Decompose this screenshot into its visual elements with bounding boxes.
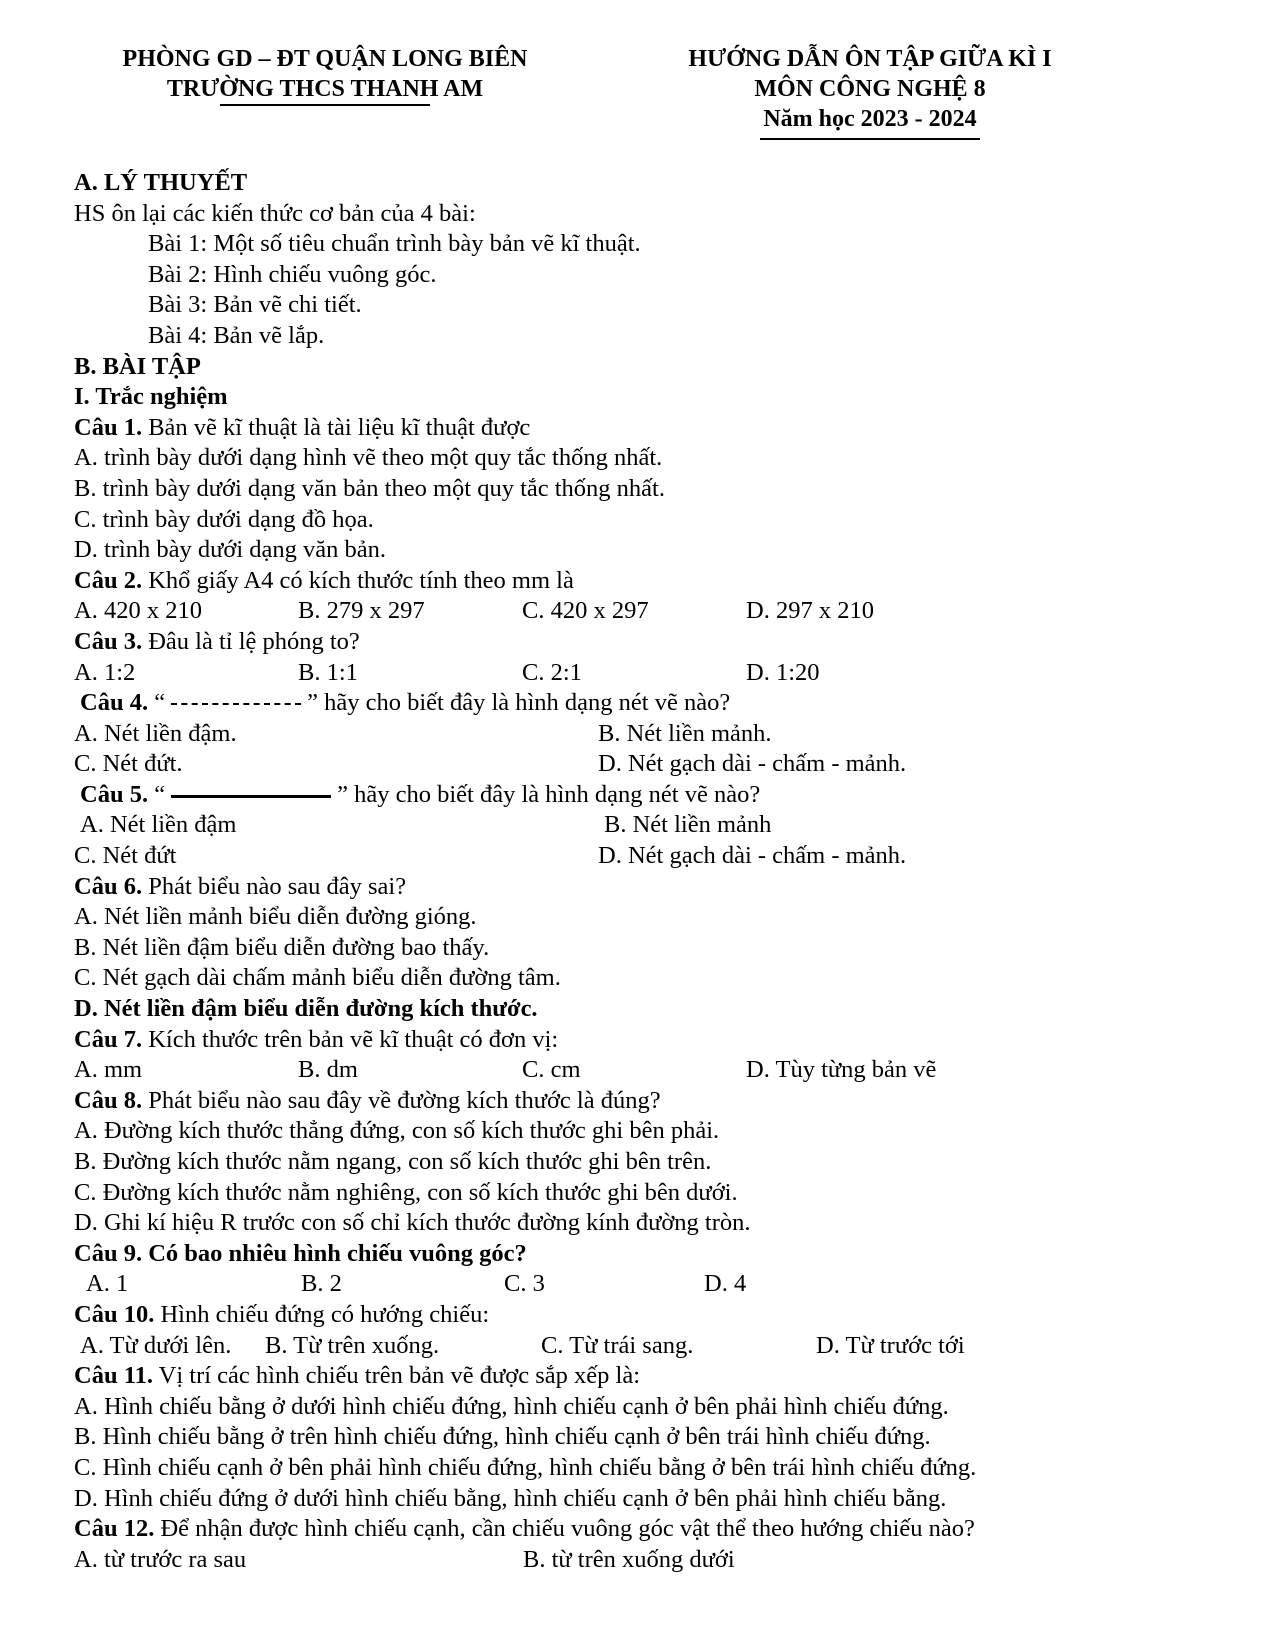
question-label: Câu 11. — [74, 1362, 153, 1390]
answer-option: A. 420 x 210 — [74, 597, 202, 625]
answer-options-row — [74, 810, 1224, 841]
question-label: Câu 10. — [74, 1300, 155, 1328]
answer-option: C. 420 x 297 — [522, 597, 649, 625]
answer-option: D. trình bày dưới dạng văn bản. — [74, 536, 387, 564]
header-left — [80, 44, 570, 106]
question-text: . Có bao nhiêu hình chiếu vuông góc? — [135, 1239, 527, 1267]
school-year: Năm học 2023 - 2024 — [763, 106, 977, 132]
answer-option: A. Nét liền đậm. — [74, 719, 237, 747]
answer-option: D. Hình chiếu đứng ở dưới hình chiếu bằng, hình chiếu cạnh ở bên phải hình chiếu bằng. — [74, 1484, 947, 1512]
answer-option: D. Nét gạch dài - chấm - mảnh. — [598, 842, 907, 870]
question-9 — [74, 1239, 1224, 1270]
question-text: Vị trí các hình chiếu trên bản vẽ được sắp xếp là: — [152, 1362, 641, 1390]
open-quote: “ — [154, 689, 166, 717]
answer-option: B. Từ trên xuống. — [265, 1331, 440, 1359]
header-left-underline — [220, 104, 430, 106]
answer-option: D. Ghi kí hiệu R trước con số chỉ kích thước đường kính đường tròn. — [74, 1209, 751, 1237]
school-name: TRƯỜNG THCS THANH AM — [166, 76, 484, 102]
question-text: Hình chiếu đứng có hướng chiếu: — [154, 1300, 490, 1328]
section-multiple-choice-title: I. Trắc nghiệm — [74, 383, 228, 411]
answer-option: C. trình bày dưới dạng đồ họa. — [74, 505, 374, 533]
question-label: Câu 7. — [74, 1025, 143, 1053]
answer-option: B. từ trên xuống dưới — [523, 1545, 735, 1573]
answer-option: B. trình bày dưới dạng văn bản theo một quy tắc thống nhất. — [74, 474, 665, 502]
answer-option: D. 1:20 — [746, 658, 820, 686]
answer-option: A. Từ dưới lên. — [80, 1331, 232, 1359]
question-label: Câu 4. — [80, 689, 149, 717]
lesson-item: Bài 1: Một số tiêu chuẩn trình bày bản vẽ kĩ thuật. — [148, 230, 641, 258]
answer-option: D. Từ trước tới — [816, 1331, 965, 1359]
question-label: Câu 2. — [74, 566, 143, 594]
answer-options-row — [74, 658, 1224, 689]
answer-options-row — [74, 1055, 1224, 1086]
question-label: Câu 1. — [74, 413, 143, 441]
answer-option: A. Nét liền đậm — [80, 811, 237, 839]
lesson-item: Bài 3: Bản vẽ chi tiết. — [148, 291, 362, 319]
question-4 — [74, 688, 1224, 719]
close-quote: ” — [337, 780, 348, 808]
answer-option: C. Từ trái sang. — [541, 1331, 694, 1359]
answer-option: D. Tùy từng bản vẽ — [746, 1056, 937, 1084]
department-name: PHÒNG GD – ĐT QUẬN LONG BIÊN — [122, 46, 528, 72]
section-theory-title: A. LÝ THUYẾT — [74, 169, 248, 196]
open-quote: “ — [154, 780, 166, 808]
answer-options-row — [74, 1269, 1224, 1300]
answer-option: C. Nét đứt. — [74, 750, 183, 778]
answer-option: B. 279 x 297 — [298, 597, 425, 625]
answer-option: C. cm — [522, 1056, 581, 1084]
answer-option: D. 297 x 210 — [746, 597, 874, 625]
question-6 — [74, 872, 1224, 903]
question-label: Câu 3. — [74, 627, 143, 655]
question-12 — [74, 1514, 1224, 1545]
theory-intro: HS ôn lại các kiến thức cơ bản của 4 bài: — [74, 199, 476, 227]
answer-option: A. 1:2 — [74, 658, 136, 686]
answer-option: B. Nét liền mảnh — [604, 811, 772, 839]
answer-option: B. dm — [298, 1056, 358, 1084]
question-text: Đâu là tỉ lệ phóng to? — [142, 627, 360, 655]
answer-option: B. 2 — [301, 1270, 342, 1298]
document-title: HƯỚNG DẪN ÔN TẬP GIỮA KÌ I — [688, 46, 1052, 72]
answer-options-row — [74, 1545, 1224, 1576]
question-text: hãy cho biết đây là hình dạng nét vẽ nào? — [347, 780, 761, 808]
question-label: Câu 5. — [80, 780, 149, 808]
question-text: Khổ giấy A4 có kích thước tính theo mm là — [142, 566, 574, 594]
answer-options-row — [74, 1331, 1224, 1362]
question-label: Câu 9 — [74, 1239, 136, 1267]
answer-option: B. 1:1 — [298, 658, 358, 686]
document-body — [74, 168, 1224, 1575]
question-11 — [74, 1361, 1224, 1392]
answer-option: A. Hình chiếu bằng ở dưới hình chiếu đứng, hình chiếu cạnh ở bên phải hình chiếu đứng. — [74, 1392, 949, 1420]
answer-option: A. mm — [74, 1056, 143, 1084]
dashed-line-sample — [171, 703, 301, 705]
answer-option-correct: D. Nét liền đậm biểu diễn đường kích thước. — [74, 995, 538, 1023]
question-text: Để nhận được hình chiếu cạnh, cần chiếu vuông góc vật thể theo hướng chiếu nào? — [154, 1515, 975, 1543]
answer-option: B. Nét liền đậm biểu diễn đường bao thấy. — [74, 933, 490, 961]
question-text: Phát biểu nào sau đây sai? — [142, 872, 407, 900]
header-right-underline — [760, 138, 980, 140]
question-5 — [74, 780, 1224, 811]
question-label: Câu 6. — [74, 872, 143, 900]
answer-option: B. Đường kích thước nằm ngang, con số kích thước ghi bên trên. — [74, 1148, 712, 1175]
answer-option: D. 4 — [704, 1270, 747, 1298]
answer-option: C. Hình chiếu cạnh ở bên phải hình chiếu đứng, hình chiếu bằng ở bên trái hình chiếu đứng. — [74, 1453, 977, 1481]
answer-option: A. từ trước ra sau — [74, 1545, 247, 1573]
answer-option: C. 3 — [504, 1270, 545, 1298]
answer-options-row — [74, 841, 1224, 872]
answer-options-row — [74, 596, 1224, 627]
question-label: Câu 8. — [74, 1086, 143, 1114]
question-8 — [74, 1086, 1224, 1117]
question-label: Câu 12. — [74, 1515, 155, 1543]
answer-option: C. 2:1 — [522, 658, 582, 686]
question-text: Bản vẽ kĩ thuật là tài liệu kĩ thuật được — [142, 413, 531, 441]
subject-name: MÔN CÔNG NGHỆ 8 — [754, 76, 986, 102]
answer-options-row — [74, 719, 1224, 750]
question-text: hãy cho biết đây là hình dạng nét vẽ nào? — [317, 689, 731, 717]
question-2 — [74, 566, 1224, 597]
question-3 — [74, 627, 1224, 658]
answer-option: C. Nét đứt — [74, 842, 177, 870]
question-1 — [74, 413, 1224, 444]
question-text: Phát biểu nào sau đây về đường kích thước là đúng? — [142, 1086, 661, 1114]
section-exercises-title: B. BÀI TẬP — [74, 352, 201, 380]
answer-option: C. Đường kích thước nằm nghiêng, con số kích thước ghi bên dưới. — [74, 1178, 738, 1206]
question-7 — [74, 1025, 1224, 1056]
question-10 — [74, 1300, 1224, 1331]
solid-line-sample — [171, 795, 331, 798]
question-text: Kích thước trên bản vẽ kĩ thuật có đơn vị: — [142, 1025, 559, 1053]
close-quote: ” — [307, 689, 318, 717]
answer-option: A. 1 — [86, 1270, 129, 1298]
answer-option: B. Hình chiếu bằng ở trên hình chiếu đứng, hình chiếu cạnh ở bên trái hình chiếu đứng. — [74, 1423, 931, 1451]
answer-option: A. trình bày dưới dạng hình vẽ theo một quy tắc thống nhất. — [74, 444, 663, 472]
answer-options-row — [74, 749, 1224, 780]
header-right — [620, 44, 1120, 140]
lesson-item: Bài 4: Bản vẽ lắp. — [148, 321, 325, 349]
lesson-item: Bài 2: Hình chiếu vuông góc. — [148, 260, 437, 288]
answer-option: A. Nét liền mảnh biểu diễn đường gióng. — [74, 903, 477, 931]
answer-option: B. Nét liền mảnh. — [598, 719, 772, 747]
answer-option: C. Nét gạch dài chấm mảnh biểu diễn đường tâm. — [74, 964, 561, 992]
answer-option: D. Nét gạch dài - chấm - mảnh. — [598, 750, 907, 778]
answer-option: A. Đường kích thước thẳng đứng, con số kích thước ghi bên phải. — [74, 1117, 720, 1145]
